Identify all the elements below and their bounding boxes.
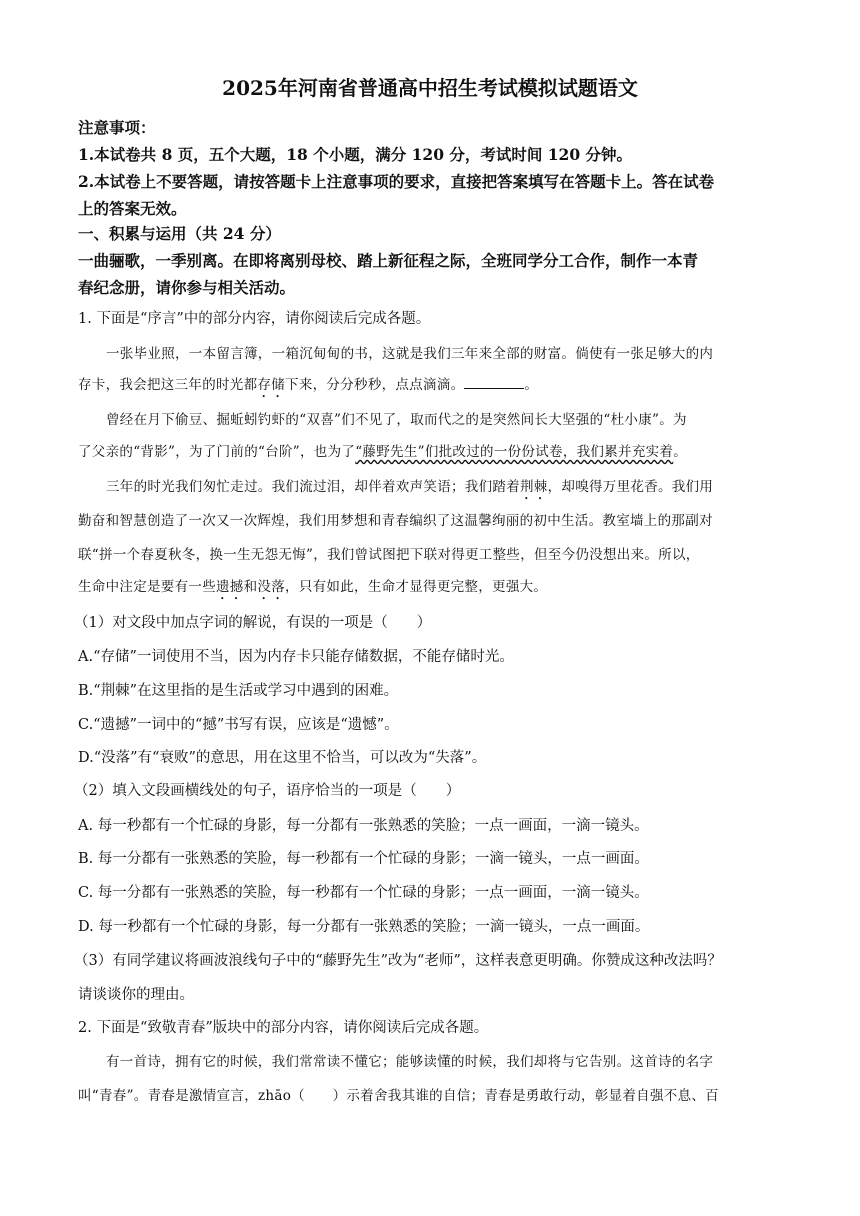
q1-passage-p1-line-2 [78, 373, 784, 401]
p1-text-b: 下来，分分秒秒，点点滴滴。 [285, 377, 465, 393]
notice-item-1: 1.本试卷共 8 页，五个大题，18 个小题，满分 120 分，考试时间 120 分钟。 [78, 145, 633, 164]
page-title: 2025年河南省普通高中招生考试模拟试题语文 [222, 76, 638, 100]
q1-passage-p3-line-1 [106, 475, 786, 503]
q1-sub2-option-b: B. 每一分都有一张熟悉的笑脸，每一秒都有一个忙碌的身影；一滴一镜头，一点一画面。 [78, 851, 649, 867]
q1-sub1-option-c: C.“遗撼”一词中的“撼”书写有误，应该是“遗憾”。 [78, 717, 399, 733]
dotted-word-meiluo: 没落 [257, 579, 286, 595]
q1-passage-p1-line-1: 一张毕业照，一本留言簿，一箱沉甸甸的书，这就是我们三年来全部的财富。倘使有一张足够大的内 [106, 346, 714, 362]
p1-text-c: 。 [524, 377, 539, 393]
q1-sub1-option-a: A.“存储”一词使用不当，因为内存卡只能存储数据，不能存储时光。 [78, 649, 514, 665]
p2-text-a: 了父亲的“背影”，为了门前的“台阶”，也为了 [78, 444, 356, 460]
p3-text-d: ，只有如此，生命才显得更完整，更强大。 [285, 579, 548, 595]
q1-sub1-stem: （1）对文段中加点字词的解说，有误的一项是（ ） [74, 615, 432, 631]
p3-text-b: ，却嗅得万里花香。我们用 [547, 479, 714, 495]
p3-text-a: 三年的时光我们匆忙走过。我们流过泪，却伴着欢声笑语；我们踏着 [106, 479, 520, 495]
q1-sub3-line-1: （3）有同学建议将画波浪线句子中的“藤野先生”改为“老师”，这样表意更明确。你赞成这种改法吗？ [74, 953, 722, 969]
wavy-underlined-sentence: “藤野先生”们批改过的一份份试卷，我们累并充实着 [355, 444, 674, 460]
q1-sub2-option-a: A. 每一秒都有一个忙碌的身影，每一分都有一张熟悉的笑脸；一点一画面，一滴一镜头。 [78, 818, 649, 834]
p3-text-he: 和 [243, 579, 258, 595]
dotted-word-jingji: 荆棘 [520, 479, 548, 495]
section-1-intro-line-2: 春纪念册，请你参与相关活动。 [78, 278, 296, 297]
question-2-stem: 2. 下面是“致敬青春”版块中的部分内容，请你阅读后完成各题。 [78, 1020, 489, 1036]
q1-passage-p2-line-1: 曾经在月下偷豆、掘蚯蚓钓虾的“双喜”们不见了，取而代之的是突然间长大坚强的“杜小康”。为 [106, 412, 687, 428]
q1-passage-p3-line-3: 联“拼一个春夏秋冬，换一生无怨无悔”，我们曾试图把下联对得更工整些，但至今仍没想出来。所以， [78, 547, 700, 563]
question-1-stem: 1. 下面是“序言”中的部分内容，请你阅读后完成各题。 [78, 311, 431, 327]
q1-passage-p3-line-2: 勤奋和智慧创造了一次又一次辉煌，我们用梦想和青春编织了这温馨绚丽的初中生活。教室墙上的那副对 [78, 513, 713, 529]
q1-passage-p3-line-4 [78, 575, 784, 603]
q2-passage-line-1: 有一首诗，拥有它的时候，我们常常读不懂它；能够读懂的时候，我们却将与它告别。这首诗的名字 [106, 1054, 714, 1070]
q1-passage-p2-line-2 [78, 440, 784, 460]
q1-sub1-option-d: D.“没落”有“衰败”的意思，用在这里不恰当，可以改为“失落”。 [78, 750, 487, 766]
notice-item-2-line-2: 上的答案无效。 [78, 199, 187, 218]
notice-heading: 注意事项： [78, 118, 156, 137]
q1-sub2-option-d: D. 每一秒都有一个忙碌的身影，每一分都有一张熟悉的笑脸；一滴一镜头，一点一画面。 [78, 919, 650, 935]
p2-text-b: 。 [673, 444, 688, 460]
q1-sub2-option-c: C. 每一分都有一张熟悉的笑脸，每一秒都有一个忙碌的身影；一点一画面，一滴一镜头。 [78, 885, 649, 901]
dotted-word-cunchu: 存储 [257, 377, 286, 393]
q1-sub2-stem: （2）填入文段画横线处的句子，语序恰当的一项是（ ） [74, 783, 461, 799]
dotted-word-yihan: 遗撼 [216, 579, 244, 595]
p3-text-c: 生命中注定是要有一些 [78, 579, 216, 595]
fill-blank-line [464, 376, 524, 389]
p1-text-a: 存卡，我会把这三年的时光都 [78, 377, 258, 393]
q1-sub1-option-b: B.“荆棘”在这里指的是生活或学习中遇到的困难。 [78, 683, 399, 699]
section-1-intro-line-1: 一曲骊歌，一季别离。在即将离别母校、踏上新征程之际，全班同学分工合作，制作一本青 [78, 251, 699, 270]
section-1-heading: 一、积累与运用（共 24 分） [78, 224, 281, 243]
notice-item-2-line-1: 2.本试卷上不要答题，请按答题卡上注意事项的要求，直接把答案填写在答题卡上。答在试卷 [78, 172, 715, 191]
q2-passage-line-2: 叫“青春”。青春是激情宣言，zhāo（ ）示着舍我其谁的自信；青春是勇敢行动，彰显着自强不息、百 [78, 1088, 719, 1104]
q1-sub3-line-2: 请谈谈你的理由。 [78, 987, 194, 1003]
